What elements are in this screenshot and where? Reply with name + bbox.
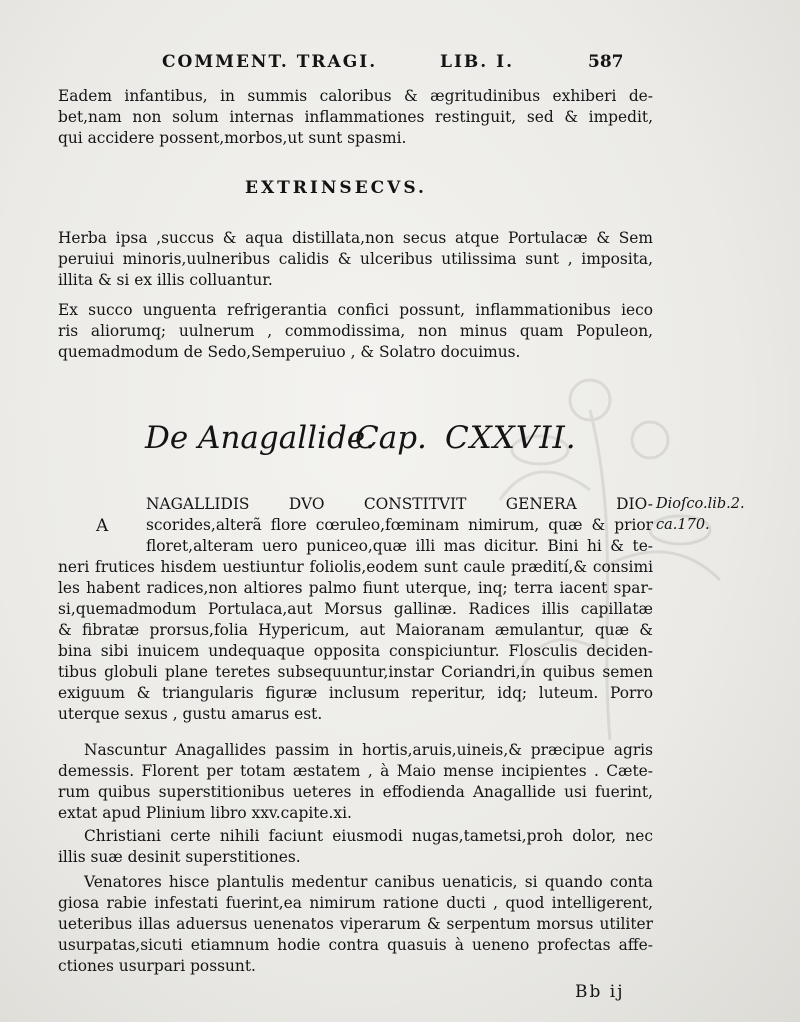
chapter-number: CXXVII.	[445, 420, 577, 456]
text-line: illita & si ex illis colluantur.	[58, 271, 273, 289]
page-number: 587	[588, 52, 624, 72]
margin-note-line: Dioſco.lib.2.	[656, 496, 745, 512]
signature-mark: Bb ij	[575, 982, 625, 1002]
text-line: Nascuntur Anagallides passim in hortis,aruis,uineis,& præcipue agris	[84, 741, 653, 759]
book-number: LIB. I.	[440, 52, 514, 72]
text-line: ueteribus illas aduersus uenenatos viperarum & serpentum morsus utiliter	[58, 915, 653, 933]
section-heading: EXTRINSECVS.	[245, 178, 427, 198]
text-line: extat apud Plinium libro xxv.capite.xi.	[58, 804, 352, 822]
text-line: bina sibi inuicem undequaque opposita conspiciuntur. Flosculis deciden-	[58, 642, 653, 660]
running-title: COMMENT. TRAGI.	[162, 52, 378, 72]
text-line: quemadmodum de Sedo,Semperuiuo , & Solatro docuimus.	[58, 343, 521, 361]
extrinsecus-paragraph-1	[58, 228, 653, 291]
running-header	[0, 52, 800, 76]
text-line: rum quibus superstitionibus ueteres in effodienda Anagallide usi fuerint,	[58, 783, 653, 801]
margin-note-line: ca.170.	[656, 517, 710, 533]
main-paragraph-2	[58, 740, 653, 824]
text-line: Herba ipsa ,succus & aqua distillata,non secus atque Portulacæ & Sem	[58, 229, 653, 247]
text-line: scorides,alterã flore cœruleo,fœminam nimirum, quæ & prior	[146, 516, 653, 534]
text-line: peruiui minoris,uulneribus calidis & ulceribus utilissima sunt , imposita,	[58, 250, 653, 268]
main-paragraph-4	[58, 872, 653, 977]
text-line: giosa rabie infestati fuerint,ea nimirum ratione ducti , quod intelligerent,	[58, 894, 653, 912]
text-line: bet,nam non solum internas inflammationes restinguit, sed & impedit,	[58, 108, 653, 126]
text-line: tibus globuli plane teretes subsequuntur,instar Coriandri,in quibus semen	[58, 663, 653, 681]
text-line: Eadem infantibus, in summis caloribus & ægritudinibus exhiberi de-	[58, 87, 653, 105]
intro-paragraph	[58, 86, 653, 149]
text-line: exiguum & triangularis figuræ inclusum reperitur, idq; luteum. Porro	[58, 684, 653, 702]
text-line: demessis. Florent per totam æstatem , à Maio mense incipientes . Cæte-	[58, 762, 653, 780]
text-line: & fibratæ prorsus,folia Hypericum, aut Maioranam æmulantur, quæ &	[58, 621, 653, 639]
text-line: ris aliorumq; uulnerum , commodissima, non minus quam Populeon,	[58, 322, 653, 340]
extrinsecus-paragraph-2	[58, 300, 653, 363]
text-line: les habent radices,non altiores palmo fiunt uterque, inq; terra iacent spar-	[58, 579, 653, 597]
text-line: Christiani certe nihili faciunt eiusmodi nugas,tametsi,proh dolor, nec	[84, 827, 653, 845]
text-line: si,quemadmodum Portulaca,aut Morsus gallinæ. Radices illis capillatæ	[58, 600, 653, 618]
text-line: Venatores hisce plantulis medentur canibus uenaticis, si quando conta	[84, 873, 653, 891]
chapter-heading	[145, 420, 605, 462]
text-line: usurpatas,sicuti etiamnum hodie contra quasuis à ueneno profectas affe-	[58, 936, 653, 954]
chapter-title: De Anagallide.	[145, 420, 376, 456]
text-line: uterque sexus , gustu amarus est.	[58, 705, 323, 723]
text-line: ctiones usurpari possunt.	[58, 957, 256, 975]
text-line: Ex succo unguenta refrigerantia confici possunt, inflammationibus ieco	[58, 301, 653, 319]
main-paragraph-1	[58, 494, 653, 725]
margin-note	[656, 494, 796, 536]
text-line: NAGALLIDIS DVO CONSTITVIT GENERA DIO-	[146, 495, 653, 513]
text-line: floret,alteram uero puniceo,quæ illi mas dicitur. Bini hi & te-	[146, 537, 653, 555]
chapter-label: Cap.	[355, 420, 427, 456]
text-line: qui accidere possent,morbos,ut sunt spasmi.	[58, 129, 407, 147]
margin-letter: A	[96, 516, 109, 536]
main-paragraph-3	[58, 826, 653, 868]
text-line: illis suæ desinit superstitiones.	[58, 848, 301, 866]
text-line: neri frutices hisdem uestiuntur foliolis,eodem sunt caule prædití,& consimi	[58, 558, 653, 576]
